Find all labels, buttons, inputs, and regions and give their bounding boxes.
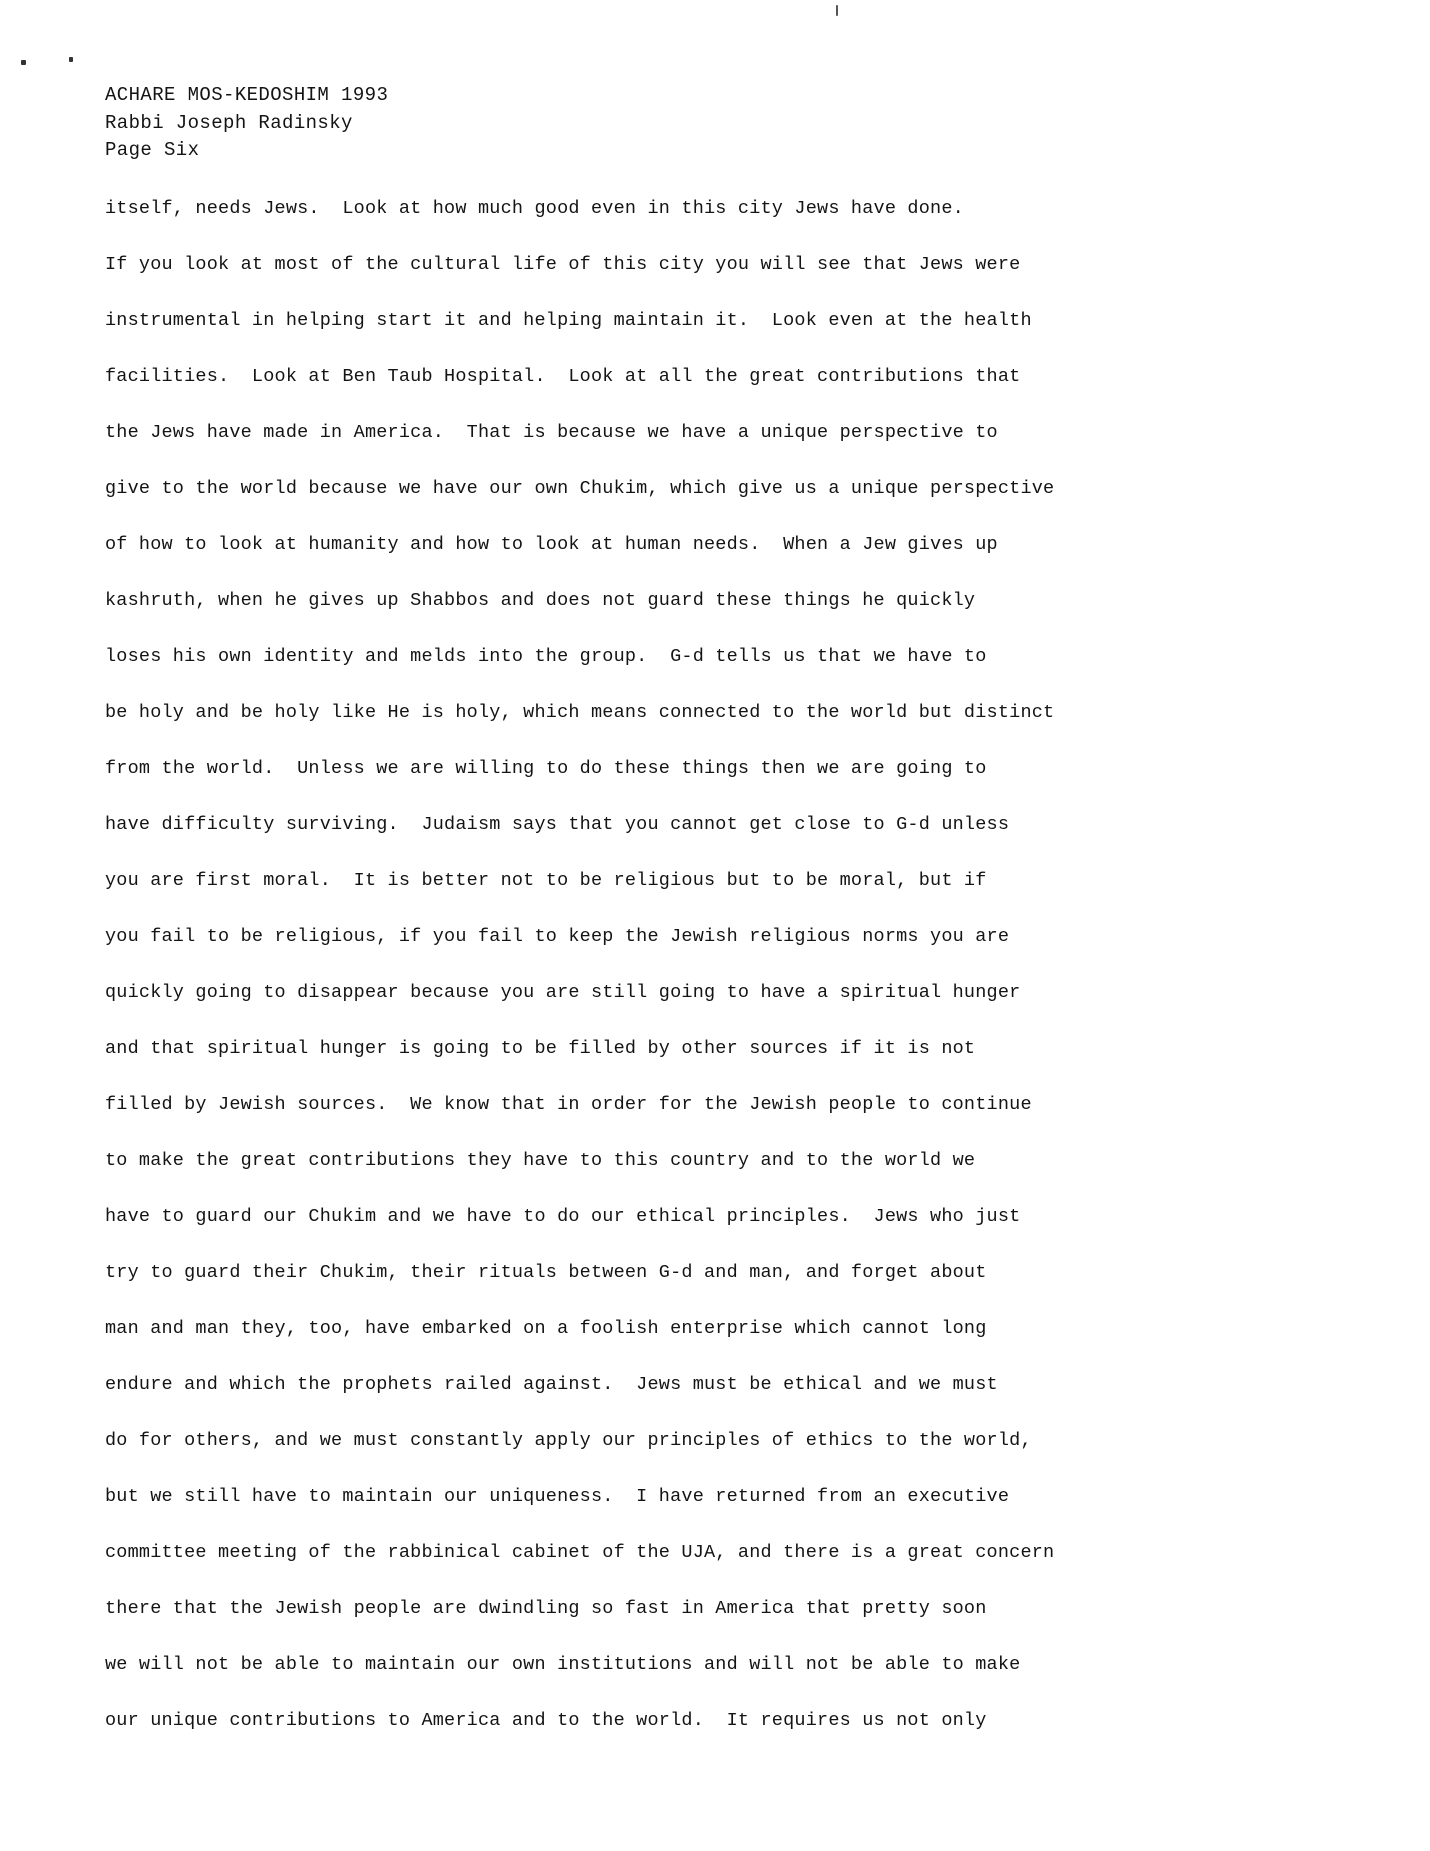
text-line: and that spiritual hunger is going to be filled by other sources if it is not [105,1037,976,1059]
author-line: Rabbi Joseph Radinsky [105,111,353,134]
text-line: loses his own identity and melds into the group. G-d tells us that we have to [105,645,987,667]
scan-artifact [21,60,26,65]
text-line: If you look at most of the cultural life of this city you will see that Jews were [105,253,1021,275]
text-line: to make the great contributions they have to this country and to the world we [105,1149,976,1171]
document-body [105,180,1305,1748]
text-line: from the world. Unless we are willing to do these things then we are going to [105,757,987,779]
text-line: but we still have to maintain our uniqueness. I have returned from an executive [105,1485,1010,1507]
text-line: our unique contributions to America and to the world. It requires us not only [105,1709,987,1731]
text-line: you are first moral. It is better not to be religious but to be moral, but if [105,869,987,891]
text-line: facilities. Look at Ben Taub Hospital. Look at all the great contributions that [105,365,1021,387]
text-line: have to guard our Chukim and we have to do our ethical principles. Jews who just [105,1205,1021,1227]
text-line: itself, needs Jews. Look at how much good even in this city Jews have done. [105,197,964,219]
text-line: man and man they, too, have embarked on a foolish enterprise which cannot long [105,1317,987,1339]
text-line: there that the Jewish people are dwindling so fast in America that pretty soon [105,1597,987,1619]
text-line: be holy and be holy like He is holy, which means connected to the world but distinct [105,701,1055,723]
text-line: filled by Jewish sources. We know that in order for the Jewish people to continue [105,1093,1032,1115]
text-line: of how to look at humanity and how to look at human needs. When a Jew gives up [105,533,998,555]
text-line: we will not be able to maintain our own institutions and will not be able to make [105,1653,1021,1675]
text-line: quickly going to disappear because you are still going to have a spiritual hunger [105,981,1021,1003]
text-line: the Jews have made in America. That is because we have a unique perspective to [105,421,998,443]
text-line: kashruth, when he gives up Shabbos and does not guard these things he quickly [105,589,976,611]
document-title: ACHARE MOS-KEDOSHIM 1993 [105,84,389,106]
text-line: committee meeting of the rabbinical cabinet of the UJA, and there is a great concern [105,1541,1055,1563]
text-line: endure and which the prophets railed against. Jews must be ethical and we must [105,1373,998,1395]
text-line: do for others, and we must constantly apply our principles of ethics to the world, [105,1429,1032,1451]
text-line: try to guard their Chukim, their rituals between G-d and man, and forget about [105,1261,987,1283]
text-line: give to the world because we have our own Chukim, which give us a unique perspective [105,477,1055,499]
page-number-line: Page Six [105,139,200,161]
text-line: instrumental in helping start it and helping maintain it. Look even at the health [105,309,1032,331]
text-line: you fail to be religious, if you fail to keep the Jewish religious norms you are [105,925,1010,947]
scan-artifact [69,57,73,62]
text-line: have difficulty surviving. Judaism says that you cannot get close to G-d unless [105,813,1010,835]
scan-artifact [836,5,838,16]
document-header [105,82,388,165]
